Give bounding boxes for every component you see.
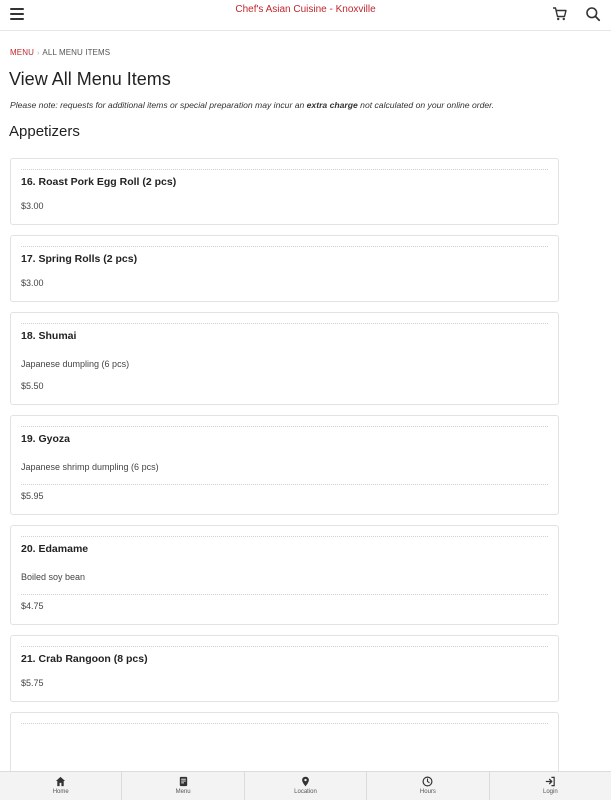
- nav-label: Menu: [175, 789, 191, 795]
- menu-item-name: 17. Spring Rolls (2 pcs): [21, 253, 138, 265]
- menu-item-card[interactable]: [10, 235, 559, 302]
- special-request-note: [10, 100, 494, 110]
- menu-item-name: 18. Shumai: [21, 330, 77, 342]
- bottom-navigation: [0, 771, 611, 800]
- menu-item-card[interactable]: [10, 312, 559, 405]
- menu-item-card[interactable]: [10, 712, 559, 779]
- menu-item-card[interactable]: [10, 635, 559, 702]
- nav-location[interactable]: [245, 772, 367, 800]
- page-title: View All Menu Items: [9, 69, 171, 89]
- menu-item-card[interactable]: [10, 415, 559, 515]
- clock-icon: [422, 776, 433, 787]
- top-bar: [0, 0, 611, 31]
- menu-item-price: $5.50: [21, 381, 44, 391]
- section-title: Appetizers: [9, 123, 80, 140]
- note-text-end: not calculated on your online order.: [357, 100, 495, 110]
- nav-login[interactable]: [490, 772, 611, 800]
- menu-item-name: 16. Roast Pork Egg Roll (2 pcs): [21, 176, 177, 188]
- menu-item-description: Japanese dumpling (6 pcs): [21, 359, 130, 369]
- menu-item-price: $5.95: [21, 491, 44, 501]
- nav-hours[interactable]: [367, 772, 489, 800]
- breadcrumb-current: ALL MENU ITEMS: [42, 48, 111, 57]
- nav-label: Login: [542, 789, 558, 795]
- nav-label: Home: [52, 789, 69, 795]
- breadcrumb-separator: ›: [36, 50, 40, 57]
- menu-item-description: Japanese shrimp dumpling (6 pcs): [21, 462, 159, 472]
- menu-item-name: [21, 724, 548, 749]
- cart-icon[interactable]: [552, 6, 568, 22]
- menu-item-price: $3.00: [21, 201, 44, 211]
- restaurant-title[interactable]: Chef's Asian Cuisine - Knoxville: [235, 4, 376, 15]
- menu-item-card[interactable]: [10, 158, 559, 225]
- menu-item-card[interactable]: [10, 525, 559, 625]
- menu-item-name: 21. Crab Rangoon (8 pcs): [21, 653, 148, 665]
- menu-item-description: Boiled soy bean: [21, 572, 86, 582]
- nav-menu[interactable]: [122, 772, 244, 800]
- nav-label: Hours: [419, 789, 436, 795]
- menu-item-price: $3.00: [21, 278, 44, 288]
- note-emphasis: extra charge: [306, 100, 358, 110]
- home-icon: [55, 776, 66, 787]
- nav-home[interactable]: [0, 772, 122, 800]
- breadcrumb-menu-link[interactable]: MENU: [10, 48, 34, 57]
- menu-item-name: 19. Gyoza: [21, 433, 71, 445]
- breadcrumb: [10, 48, 110, 57]
- menu-book-icon: [178, 776, 189, 787]
- menu-item-price: $5.75: [21, 678, 44, 688]
- note-text-start: Please note: requests for additional items or special preparation may incur an: [10, 100, 307, 110]
- menu-item-price: $4.75: [21, 601, 44, 611]
- menu-item-name: 20. Edamame: [21, 543, 89, 555]
- nav-label: Location: [294, 789, 317, 795]
- menu-item-list: [10, 158, 559, 789]
- search-icon[interactable]: [585, 6, 601, 22]
- login-icon: [545, 776, 556, 787]
- map-pin-icon: [300, 776, 311, 787]
